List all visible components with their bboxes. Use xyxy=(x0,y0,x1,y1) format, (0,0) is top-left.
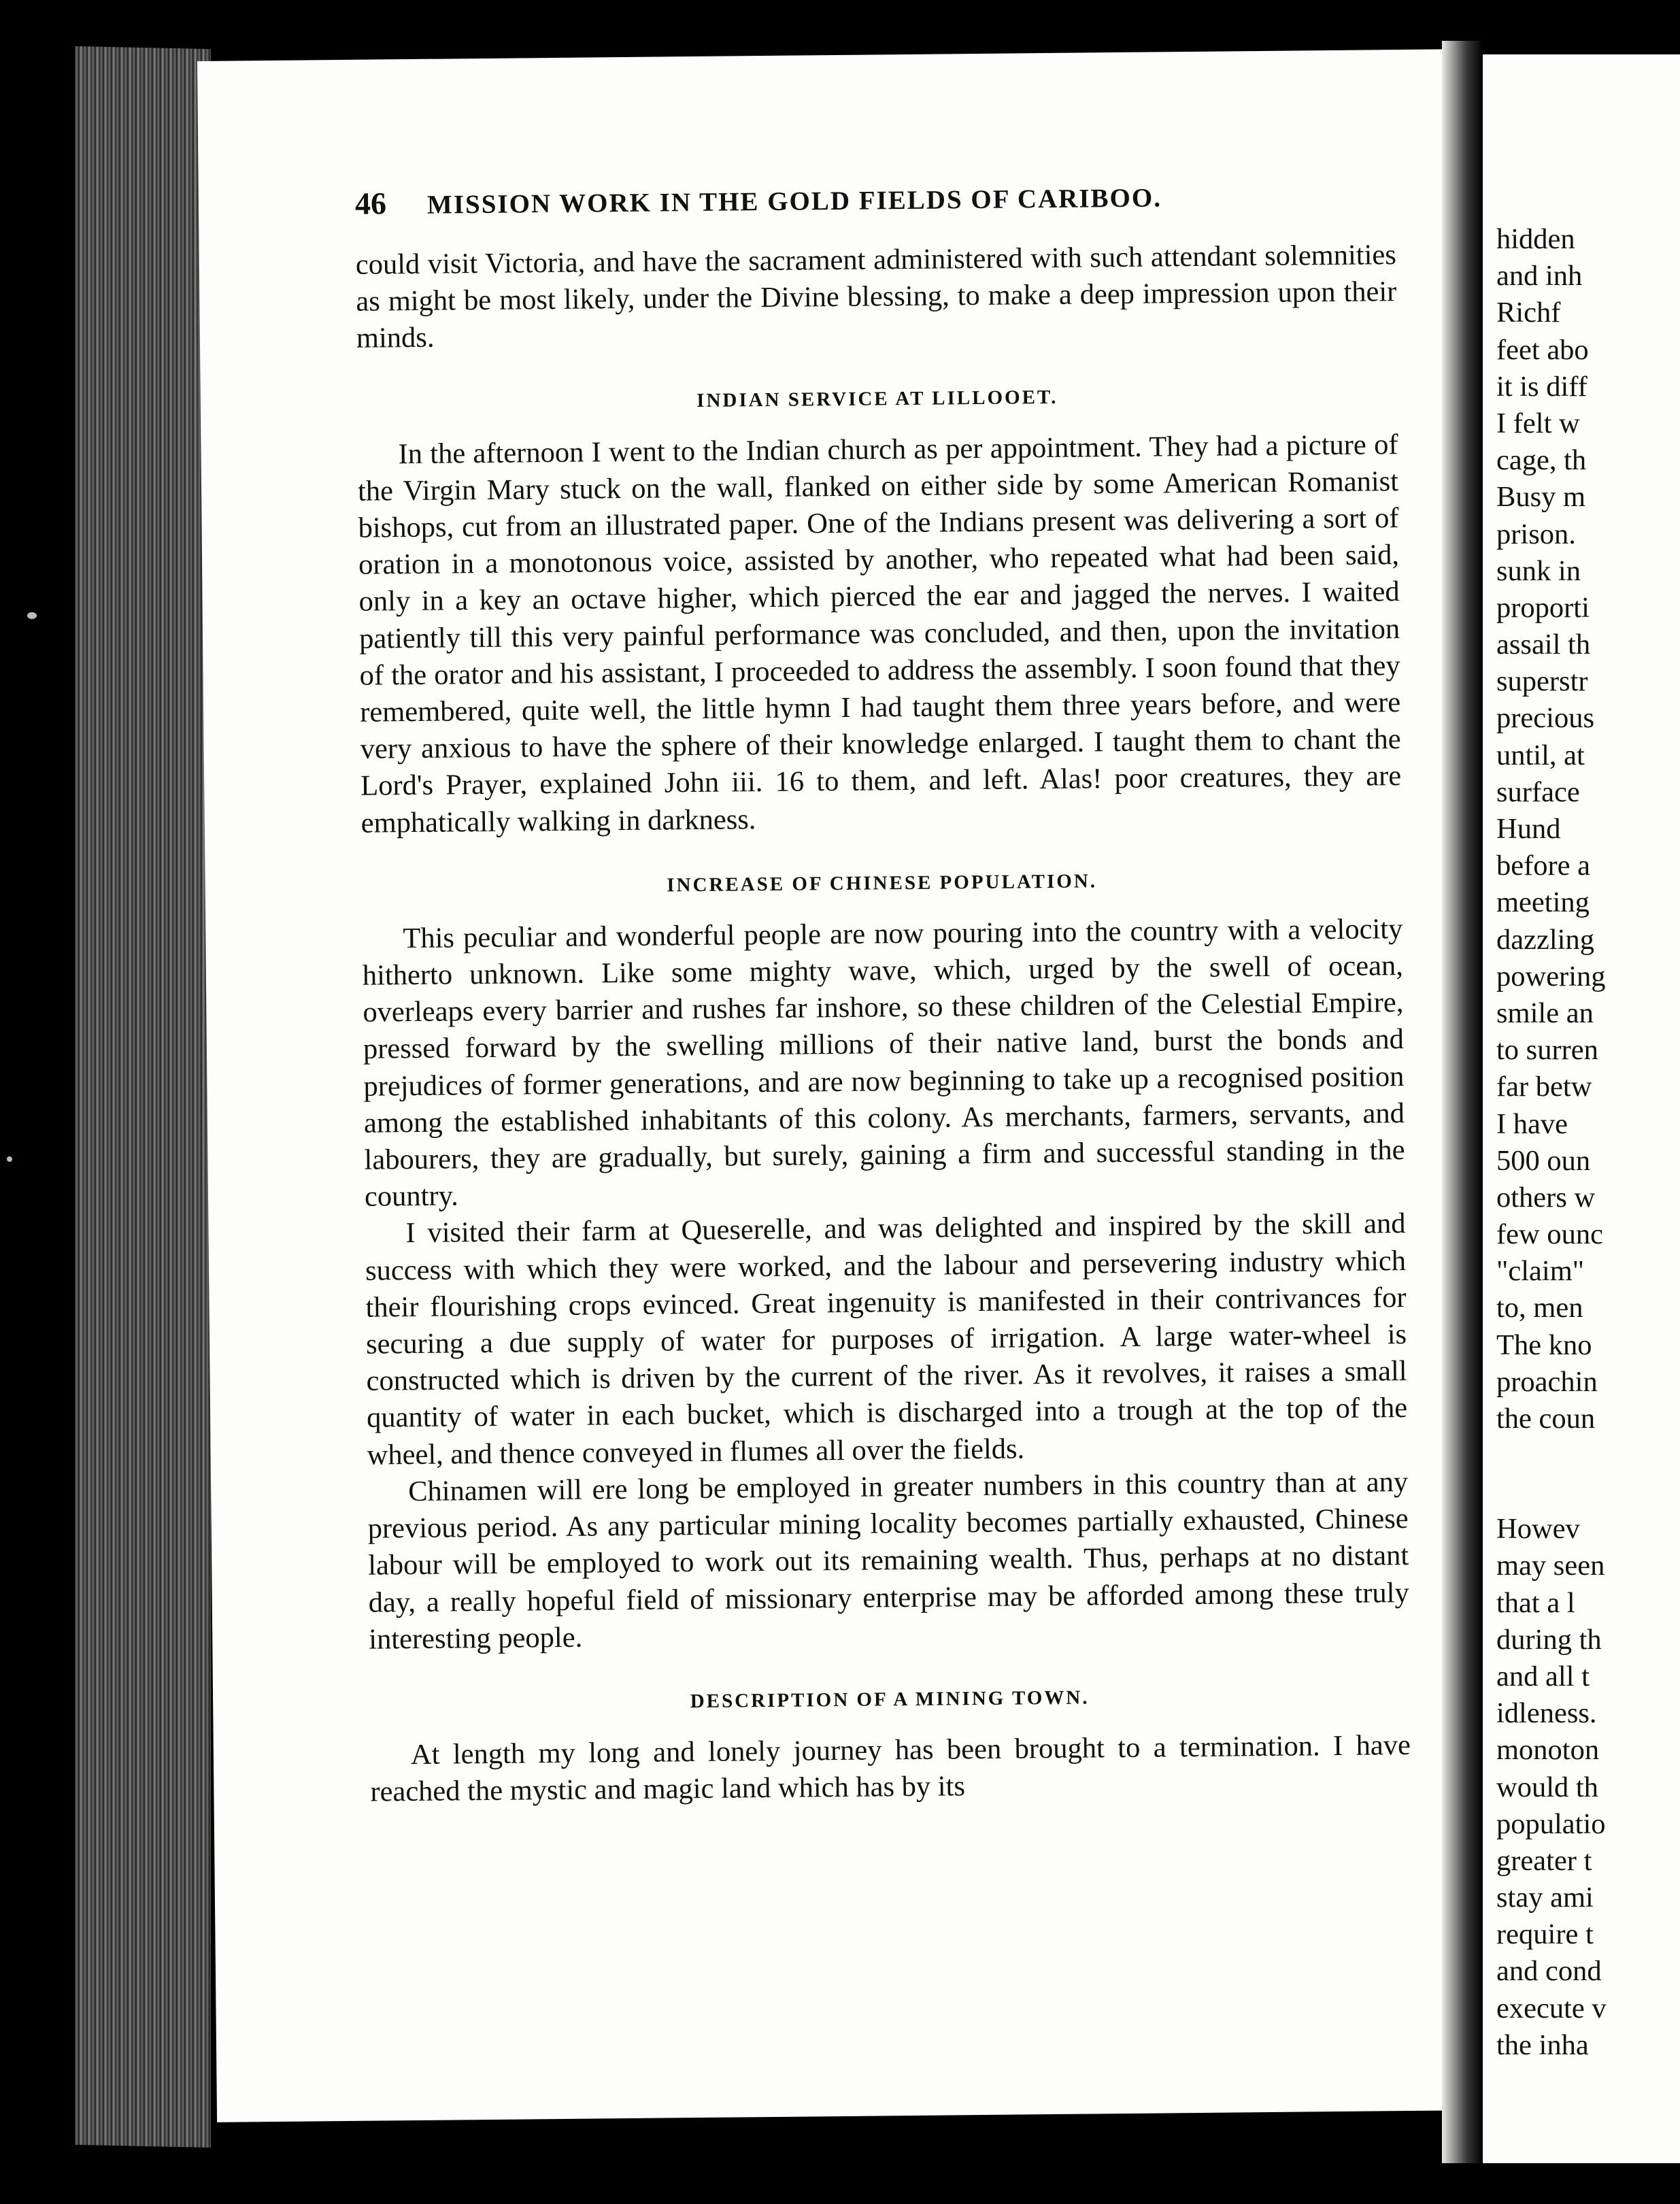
paragraph: Chinamen will ere long be employed in greater numbers in this country than at any previous period. As any particular mining locality becomes partially exhausted, Chinese labour will be employed to work out its remaining wealth. Thus, perhaps at no distant day, a really hopeful field of missionary enterprise may be afforded among these truly interesting people. xyxy=(367,1465,1409,1656)
facing-page-line: and cond xyxy=(1496,1955,1602,1988)
facing-page-line: precious xyxy=(1496,702,1594,735)
facing-page-line: idleness. xyxy=(1496,1697,1597,1730)
facing-page-line: I felt w xyxy=(1496,407,1580,439)
facing-page-line: far betw xyxy=(1496,1071,1592,1103)
facing-page-line: execute v xyxy=(1496,1992,1607,2024)
facing-page-line: The kno xyxy=(1496,1329,1592,1361)
facing-page-line: the inha xyxy=(1496,2028,1589,2061)
facing-page-gap xyxy=(1496,1437,1680,1511)
facing-page-line: sunk in xyxy=(1496,554,1581,587)
facing-page-line: require t xyxy=(1496,1918,1594,1951)
facing-page-line: Richf xyxy=(1496,297,1561,329)
facing-page-text xyxy=(1496,221,1680,2064)
facing-page-line: greater t xyxy=(1496,1844,1592,1877)
facing-page-line: others w xyxy=(1496,1181,1596,1214)
facing-page-line: until, at xyxy=(1496,739,1585,771)
facing-page-line: hidden xyxy=(1496,223,1575,255)
scan-speck xyxy=(27,612,37,619)
facing-page-line: monoton xyxy=(1496,1734,1600,1767)
facing-page-line: feet abo xyxy=(1496,333,1589,366)
running-head xyxy=(355,176,1396,222)
left-page xyxy=(197,49,1496,2122)
facing-page-line: proporti xyxy=(1496,591,1590,624)
paragraph: At length my long and lonely journey has been brought to a termination. I have reached the mystic and magic land which has by its xyxy=(370,1729,1411,1808)
facing-page-line: would th xyxy=(1496,1771,1598,1803)
facing-page-line: that a l xyxy=(1496,1586,1575,1619)
facing-page-line: and all t xyxy=(1496,1660,1590,1692)
facing-page-line: prison. xyxy=(1496,518,1576,550)
facing-page-line: stay ami xyxy=(1496,1882,1594,1914)
facing-page-line: to surren xyxy=(1496,1034,1598,1067)
facing-page-line: meeting xyxy=(1496,886,1590,919)
facing-page-line: it is diff xyxy=(1496,370,1587,403)
running-title: MISSION WORK IN THE GOLD FIELDS OF CARIBOO. xyxy=(426,183,1162,220)
facing-page-line: surface xyxy=(1496,775,1580,808)
facing-page-line: "claim" xyxy=(1496,1255,1585,1288)
facing-page-line: smile an xyxy=(1496,997,1594,1029)
facing-page-line: I have xyxy=(1496,1107,1568,1140)
facing-page-line: to, men xyxy=(1496,1292,1583,1324)
paragraph: In the afternoon I went to the Indian church as per appointment. They had a picture of the Virgin Mary stuck on the wall, flanked on either side by some American Romanist bishops, cut from an illustrated paper. One of the Indians present was delivering a sort of oration in a monotonous voice, assisted by another, who repeated what had been said, only in a key an octave higher, which pierced the ear and jagged the nerves. I waited patiently till this very painful performance was concluded, and then, upon the invitation of the orator and his assistant, I proceeded to address the assembly. I soon found that they remembered, quite well, the little hymn I had taught them three years before, and were very anxious to have the sphere of their knowledge enlarged. I taught them to chant the Lord's Prayer, explained John iii. 16 to them, and left. Alas! poor creatures, they are emphatically walking in darkness. xyxy=(357,428,1402,839)
facing-page-line: Hund xyxy=(1496,813,1561,845)
facing-page-line: populatio xyxy=(1496,1807,1606,1840)
section-heading: INDIAN SERVICE AT LILLOOET. xyxy=(696,386,1058,412)
facing-page-line: Busy m xyxy=(1496,481,1586,514)
page-number: 46 xyxy=(354,186,387,221)
book-page-edges xyxy=(75,46,211,2148)
section-heading: DESCRIPTION OF A MINING TOWN. xyxy=(690,1686,1090,1713)
page-text xyxy=(356,237,1411,1811)
facing-page-line: powering xyxy=(1496,960,1606,992)
facing-page-line: assail th xyxy=(1496,629,1591,661)
facing-page-line: Howev xyxy=(1496,1513,1580,1546)
facing-page-line: superstr xyxy=(1496,665,1588,698)
paragraph: could visit Victoria, and have the sacrament administered with such attendant solemnities as might be most likely, under the Divine blessing, to make a deep impression upon their minds. xyxy=(355,239,1397,355)
facing-page-line: cage, th xyxy=(1496,444,1587,477)
book-gutter xyxy=(1442,41,1483,2163)
paragraph: I visited their farm at Queserelle, and was delighted and inspired by the skill and success with which they were worked, and the labour and persevering industry which their flourishing crops evinced. Great ingenuity is manifested in their contrivances for securing a due supply of water for purposes of irrigation. A large water-wheel is constructed which is driven by the current of the river. As it revolves, it raises a small quantity of water in each bucket, which is discharged into a trough at the top of the wheel, and thence conveyed in flumes all over the fields. xyxy=(365,1207,1408,1471)
facing-page-line: few ounc xyxy=(1496,1218,1603,1251)
paragraph: This peculiar and wonderful people are now pouring into the country with a velocity hitherto unknown. Like some mighty wave, which, urged by the swell of ocean, overleaps every barrier and rushes far inshore, so these children of the Celestial Empire, pressed forward by the swelling millions of their native land, burst the bonds and prejudices of former generations, and are now beginning to take up a recognised position among the established inhabitants of this colony. As merchants, farmers, servants, and labourers, they are gradually, but surely, gaining a firm and successful standing in the country. xyxy=(362,912,1405,1213)
facing-page-line: dazzling xyxy=(1496,923,1594,956)
facing-page-line: 500 oun xyxy=(1496,1144,1591,1177)
facing-page-line: before a xyxy=(1496,850,1591,882)
facing-page xyxy=(1483,54,1680,2163)
facing-page-line: the coun xyxy=(1496,1403,1596,1435)
facing-page-line: and inh xyxy=(1496,260,1583,293)
facing-page-line: may seen xyxy=(1496,1550,1605,1582)
facing-page-line: during th xyxy=(1496,1623,1602,1656)
facing-page-line: proachin xyxy=(1496,1365,1598,1398)
scan-speck xyxy=(7,1156,12,1162)
section-heading: INCREASE OF CHINESE POPULATION. xyxy=(667,870,1098,897)
